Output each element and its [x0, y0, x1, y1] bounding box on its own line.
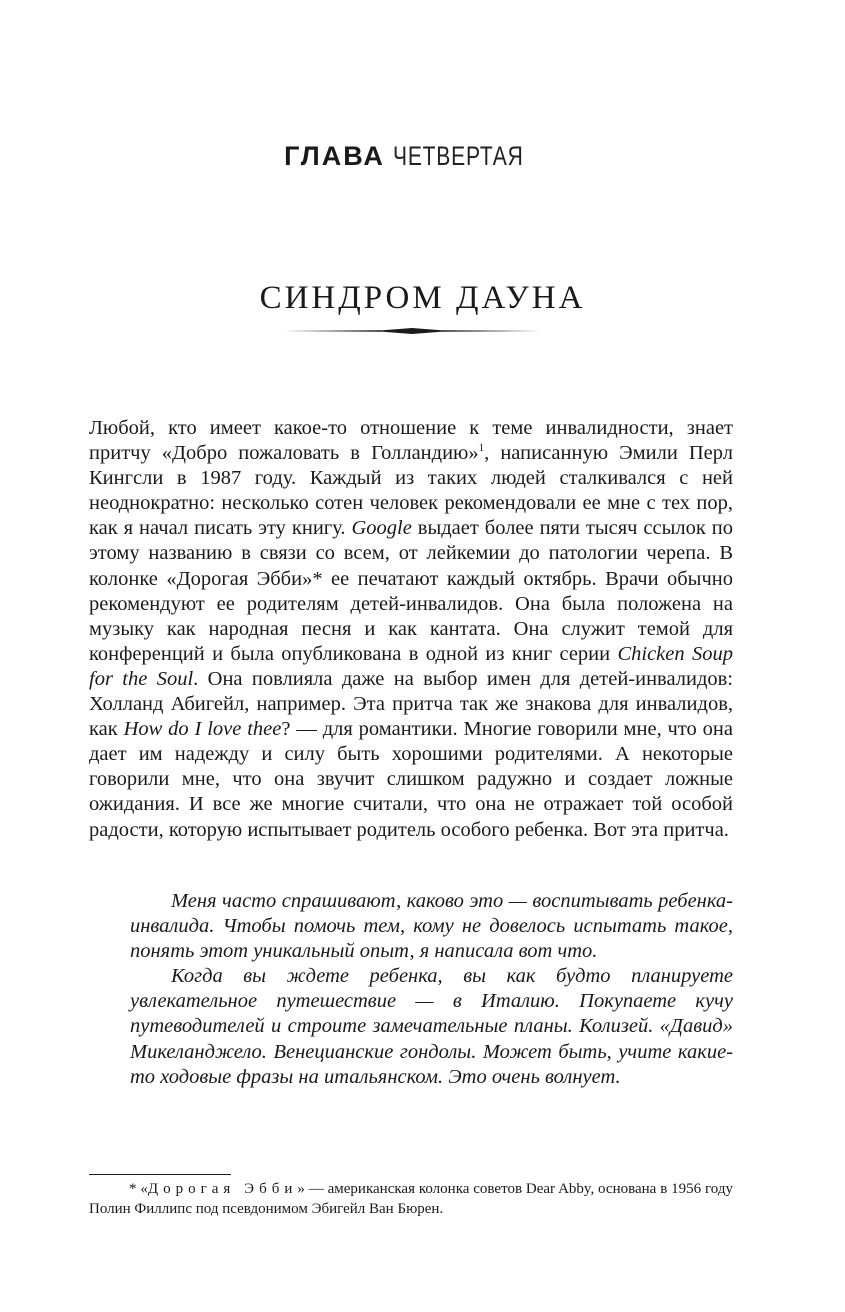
- footnote-divider: [89, 1174, 231, 1175]
- footnote-spaced-name: Дорогая Эбби: [147, 1181, 298, 1197]
- body-text-part: , написанную Эмили Перл Кингсли в 1987 году. Каждый из таких людей сталкивался с ней неоднократно: несколько сотен человек рекомендовали ее мне с тех пор, как я начал писать эту книгу.: [89, 442, 733, 540]
- quote-block: [130, 889, 733, 1090]
- body-italic-google: Google: [351, 517, 412, 540]
- chapter-label: ГЛАВА: [284, 141, 385, 171]
- body-text-part: Любой, кто имеет какое-то отношение к теме инвалидности, знает притчу «Добро пожаловать в Голландию»: [89, 417, 733, 465]
- chapter-heading: [0, 138, 845, 174]
- body-text-part: выдает более пяти тысяч ссылок по этому названию в связи со всем, от лейкемии до патологии черепа. В колонке «Дорогая Эбби»* ее печатают каждый октябрь. Врачи обычно рекомендуют ее родителям детей-инвалидов. Она была положена на музыку как народная песня и как кантата. Она служит темой для конференций и была опубликована в одной из книг серии: [89, 517, 733, 665]
- chapter-number: ЧЕТВЕРТАЯ: [393, 141, 524, 171]
- body-text-part: . Она повлияла даже на выбор имен для детей-инвалидов: Холланд Абигейл, например. Эта притча так же знакова для инвалидов, как: [89, 667, 734, 741]
- footnote: [89, 1179, 733, 1219]
- body-italic-book-series: Chicken Soup for the Soul: [89, 642, 733, 690]
- quote-paragraph: Меня часто спрашивают, каково это — воспитывать ребенка-инвалида. Чтобы помочь тем, кому не довелось испытать такое, понять этот уникальный опыт, я написала вот что.: [130, 890, 733, 963]
- body-italic-poem: How do I love thee: [123, 718, 282, 741]
- quote-paragraph: Когда вы ждете ребенка, вы как будто планируете увлекательное путешествие — в Италию. Покупаете кучу путеводителей и строите замечательные планы. Колизей. «Давид» Микеланджело. Венецианские гондолы. Может быть, учите какие-то ходовые фразы на итальянском. Это очень волнует.: [130, 965, 733, 1088]
- footnote-marker: * «: [129, 1181, 148, 1197]
- chapter-title: СИНДРОМ ДАУНА: [259, 280, 586, 316]
- footnote-ref: 1: [478, 442, 485, 455]
- footnote-quote-close: »: [297, 1181, 305, 1197]
- body-paragraph: [89, 416, 733, 843]
- body-text-part: ? — для романтики. Многие говорили мне, что она дает им надежду и силу быть хорошими родителями. А некоторые говорили мне, что она звучит слишком радужно и создает ложные ожидания. И все же многие считали, что она не отражает той особой радости, которую испытывает родитель особого ребенка. Вот эта притча.: [89, 718, 733, 841]
- title-ornament-divider: [283, 324, 541, 338]
- footnote-text: — американская колонка советов Dear Abby, основана в 1956 году Полин Филлипс под псевдонимом Эбигейл Ван Бюрен.: [89, 1181, 734, 1217]
